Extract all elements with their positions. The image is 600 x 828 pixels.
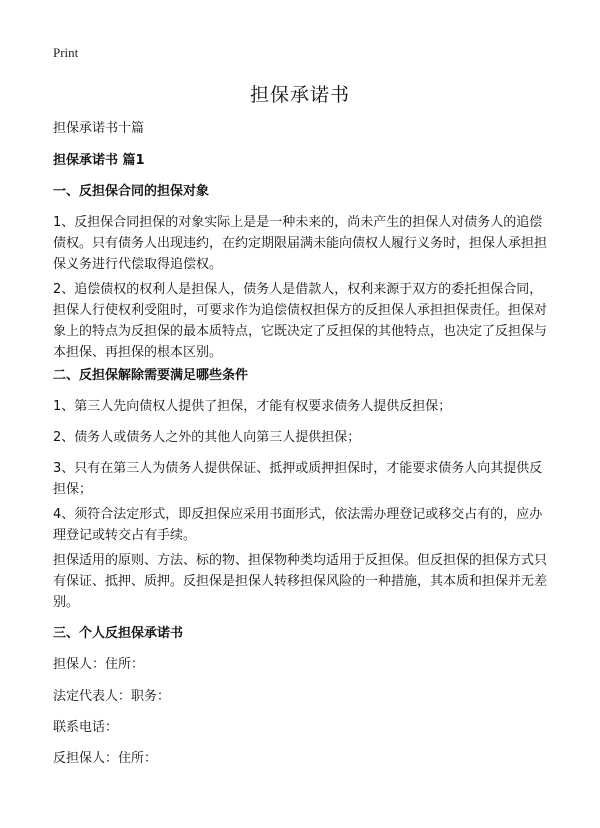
condition-4: 4、须符合法定形式，即反担保应采用书面形式，依法需办理登记或移交占有的，应办理登记或转交占有手续。 bbox=[53, 507, 543, 543]
print-link[interactable]: Print bbox=[53, 45, 79, 60]
section-title: 担保承诺书 篇1 bbox=[53, 153, 145, 168]
condition-2: 2、债务人或债务人之外的其他人向第三人提供担保； bbox=[53, 430, 361, 445]
paragraph-3: 担保适用的原则、方法、标的物、担保物种类均适用于反担保。但反担保的担保方式只有保证、抵押、质押。反担保是担保人转移担保风险的一种措施，其本质和担保并无差别。 bbox=[53, 553, 548, 610]
condition-3: 3、只有在第三人为债务人提供保证、抵押或质押担保时，才能要求债务人向其提供反担保； bbox=[53, 461, 543, 497]
paragraph-2: 2、追偿债权的权利人是担保人，债务人是借款人，权利来源于双方的委托担保合同，担保人行使权利受阻时，可要求作为追偿债权担保方的反担保人承担担保责任。担保对象上的特点为反担保的最本质特点，它既决定了反担保的其他特点，也决定了反担保与本担保、再担保的根本区别。 bbox=[53, 282, 548, 360]
paragraph-1: 1、反担保合同担保的对象实际上是是一种未来的，尚未产生的担保人对债务人的追偿债权。只有债务人出现违约，在约定期限届满未能向债权人履行义务时，担保人承担担保义务进行代偿取得追偿权。 bbox=[53, 215, 548, 272]
condition-1: 1、第三人先向债权人提供了担保，才能有权要求债务人提供反担保； bbox=[53, 399, 452, 414]
field-phone: 联系电话： bbox=[53, 720, 119, 735]
heading-2: 二、反担保解除需要满足哪些条件 bbox=[53, 368, 249, 383]
subtitle: 担保承诺书十篇 bbox=[53, 121, 145, 136]
heading-1: 一、反担保合同的担保对象 bbox=[53, 184, 210, 199]
heading-3: 三、个人反担保承诺书 bbox=[53, 626, 184, 641]
field-legal-representative: 法定代表人：职务： bbox=[53, 689, 171, 704]
document-title: 担保承诺书 bbox=[249, 84, 350, 106]
field-guarantor: 担保人：住所： bbox=[53, 657, 145, 672]
field-counter-guarantor: 反担保人：住所： bbox=[53, 751, 158, 766]
